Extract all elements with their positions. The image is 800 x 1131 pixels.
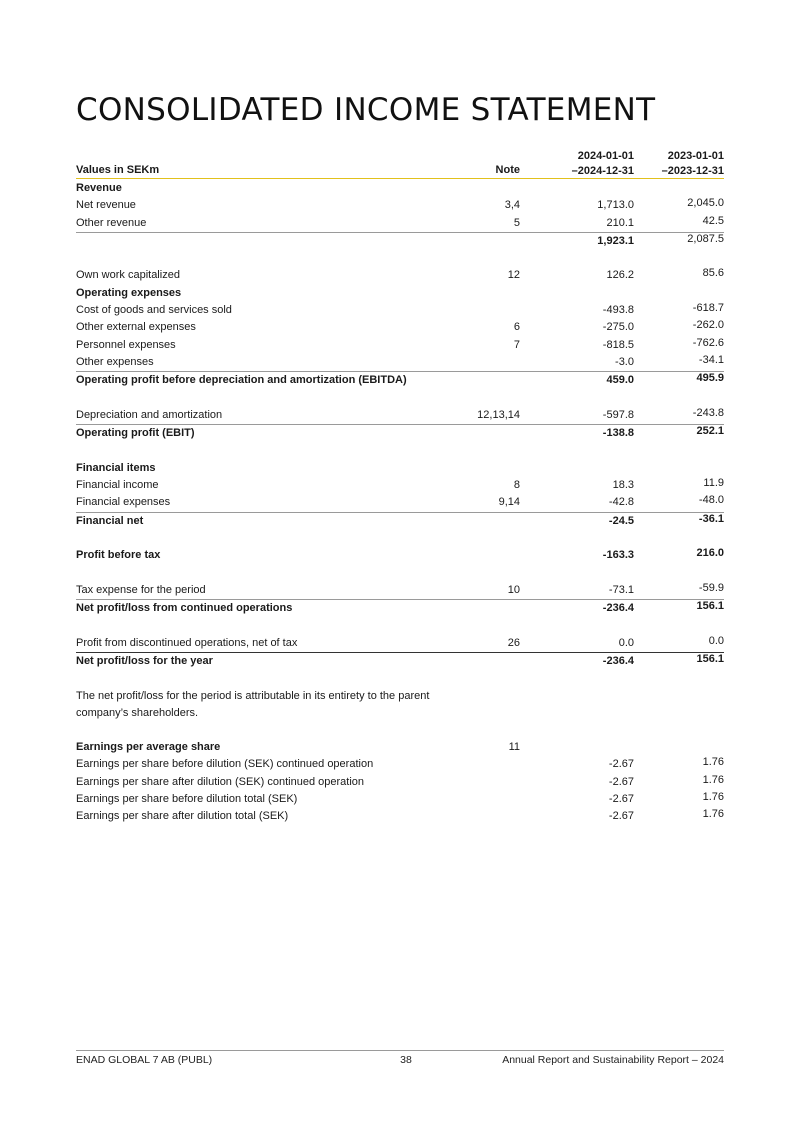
page-footer	[76, 1050, 724, 1066]
spacer-row	[76, 722, 724, 739]
row-value-2024: -493.8	[602, 304, 634, 317]
row-label: Financial expenses	[76, 496, 171, 509]
row-label: Other revenue	[76, 216, 147, 229]
table-row	[76, 372, 724, 389]
row-note: 9,14	[498, 496, 520, 509]
table-row	[76, 774, 724, 791]
spacer-row	[76, 617, 724, 634]
row-label: Profit from discontinued operations, net of tax	[76, 636, 298, 649]
row-value-2023: 1.76	[702, 773, 724, 786]
row-value-2023: 0.0	[708, 634, 724, 647]
row-value-2023: 156.1	[696, 653, 724, 666]
spacer-row	[76, 390, 724, 407]
spacer-row	[76, 530, 724, 547]
row-note: 3,4	[504, 199, 520, 212]
row-value-2024: -275.0	[602, 321, 634, 334]
row-label: Earnings per share after dilution total (SEK)	[76, 810, 289, 823]
row-label: Net revenue	[76, 199, 136, 212]
row-label: Operating profit before depreciation and amortization (EBITDA)	[76, 374, 407, 387]
row-label: Net profit/loss for the year	[76, 655, 213, 668]
spacer-row	[76, 250, 724, 267]
table-row	[76, 302, 724, 319]
row-value-2023: 1.76	[702, 808, 724, 821]
row-value-2024: 18.3	[612, 479, 634, 492]
row-value-2023: -48.0	[698, 494, 724, 507]
row-value-2023: 1.76	[702, 790, 724, 803]
row-note: 12,13,14	[477, 408, 520, 421]
row-value-2024: -2.67	[608, 810, 634, 823]
row-label: Depreciation and amortization	[76, 408, 223, 421]
row-value-2023: -34.1	[698, 353, 724, 366]
row-value-2024: 459.0	[606, 374, 634, 387]
row-note: 7	[513, 338, 520, 351]
row-label: Own work capitalized	[76, 269, 180, 282]
row-value-2024: -2.67	[608, 775, 634, 788]
table-row	[76, 808, 724, 825]
table-row	[76, 600, 724, 617]
row-note: 5	[513, 216, 520, 229]
row-value-2024: -3.0	[615, 355, 634, 368]
spacer-row	[76, 670, 724, 687]
table-row	[76, 494, 724, 512]
row-value-2023: -59.9	[698, 581, 724, 594]
header-period-2023-start: 2023-01-01	[667, 150, 724, 162]
row-value-2023: 252.1	[696, 425, 724, 438]
header-period-2024-start: 2024-01-01	[577, 150, 634, 162]
row-note: 8	[513, 479, 520, 492]
row-value-2024: 210.1	[606, 216, 634, 229]
row-label: Earnings per share after dilution (SEK) continued operation	[76, 775, 365, 788]
row-note: 10	[507, 583, 520, 596]
table-row	[76, 756, 724, 773]
row-value-2023: -36.1	[698, 512, 724, 525]
row-label: Net profit/loss from continued operations	[76, 602, 293, 615]
row-value-2024: 0.0	[618, 636, 634, 649]
row-note: 12	[507, 269, 520, 282]
row-value-2023: 2,087.5	[687, 232, 724, 245]
page-title: CONSOLIDATED INCOME STATEMENT	[76, 92, 656, 128]
row-label: Earnings per share before dilution total (SEK)	[76, 792, 298, 805]
table-row	[76, 460, 724, 477]
table-row	[76, 180, 724, 197]
row-label: Financial items	[76, 461, 156, 474]
table-row	[76, 354, 724, 372]
row-value-2024: -818.5	[602, 338, 634, 351]
header-period-2024-end: –2024-12-31	[571, 165, 634, 177]
spacer-row	[76, 565, 724, 582]
row-value-2023: 2,045.0	[687, 197, 724, 210]
row-value-2023: -262.0	[692, 319, 724, 332]
table-row	[76, 477, 724, 494]
row-label: Personnel expenses	[76, 338, 176, 351]
spacer-row	[76, 442, 724, 459]
row-note: 11	[508, 740, 520, 753]
row-value-2023: 216.0	[696, 547, 724, 560]
table-row	[76, 285, 724, 302]
row-value-2024: -24.5	[608, 514, 634, 527]
header-period-2023	[646, 149, 724, 179]
table-row	[76, 319, 724, 336]
income-statement-table	[76, 180, 724, 825]
row-label: Other expenses	[76, 355, 154, 368]
table-header	[76, 146, 724, 179]
header-period-2023-end: –2023-12-31	[661, 165, 724, 177]
header-period-2024	[546, 149, 634, 179]
row-value-2024: -2.67	[608, 792, 634, 805]
row-value-2024: -236.4	[602, 602, 634, 615]
footer-company: ENAD GLOBAL 7 AB (PUBL)	[76, 1054, 213, 1066]
row-value-2024: -138.8	[602, 427, 634, 440]
row-label: Operating expenses	[76, 286, 182, 299]
table-row	[76, 635, 724, 653]
table-row	[76, 233, 724, 250]
header-note: Note	[495, 164, 520, 176]
row-label: Revenue	[76, 182, 122, 194]
table-row	[76, 582, 724, 600]
row-label: Financial income	[76, 479, 159, 492]
table-row	[76, 215, 724, 233]
row-value-2023: -618.7	[692, 302, 724, 315]
row-value-2024: -163.3	[602, 549, 634, 562]
footer-page-number: 38	[400, 1054, 412, 1066]
row-value-2023: 495.9	[696, 372, 724, 385]
row-value-2023: 85.6	[702, 267, 724, 280]
row-note: 26	[507, 636, 520, 649]
table-row	[76, 547, 724, 564]
row-value-2024: 126.2	[606, 269, 634, 282]
table-row	[76, 513, 724, 530]
row-label: Tax expense for the period	[76, 583, 206, 596]
row-value-2024: 1,713.0	[597, 199, 634, 212]
header-label: Values in SEKm	[76, 164, 160, 176]
row-label: Operating profit (EBIT)	[76, 427, 195, 440]
table-row	[76, 425, 724, 442]
row-value-2023: -243.8	[692, 406, 724, 419]
table-row	[76, 688, 724, 722]
row-label: The net profit/loss for the period is attributable in its entirety to the parent company’s shareholders.	[76, 689, 430, 719]
footer-report-title: Annual Report and Sustainability Report – 2024	[502, 1054, 724, 1066]
row-label: Cost of goods and services sold	[76, 304, 232, 317]
row-value-2024: -42.8	[608, 496, 634, 509]
table-row	[76, 791, 724, 808]
row-note: 6	[513, 321, 520, 334]
row-label: Other external expenses	[76, 321, 196, 334]
row-value-2023: 1.76	[702, 756, 724, 769]
row-value-2024: -73.1	[608, 583, 634, 596]
row-value-2024: -236.4	[602, 655, 634, 668]
table-row	[76, 337, 724, 354]
table-row	[76, 197, 724, 214]
row-value-2023: 42.5	[702, 214, 724, 227]
table-row	[76, 653, 724, 670]
row-label: Profit before tax	[76, 549, 161, 562]
row-value-2024: -597.8	[602, 408, 634, 421]
row-value-2023: -762.6	[692, 336, 724, 349]
row-value-2024: -2.67	[608, 758, 634, 771]
row-value-2023: 156.1	[696, 600, 724, 613]
row-value-2024: 1,923.1	[597, 234, 634, 247]
row-value-2023: 11.9	[703, 477, 724, 490]
table-row	[76, 739, 724, 756]
table-row	[76, 267, 724, 284]
row-label: Earnings per share before dilution (SEK) continued operation	[76, 758, 374, 771]
row-label: Earnings per average share	[76, 740, 221, 753]
row-label: Financial net	[76, 514, 144, 527]
table-row	[76, 407, 724, 425]
